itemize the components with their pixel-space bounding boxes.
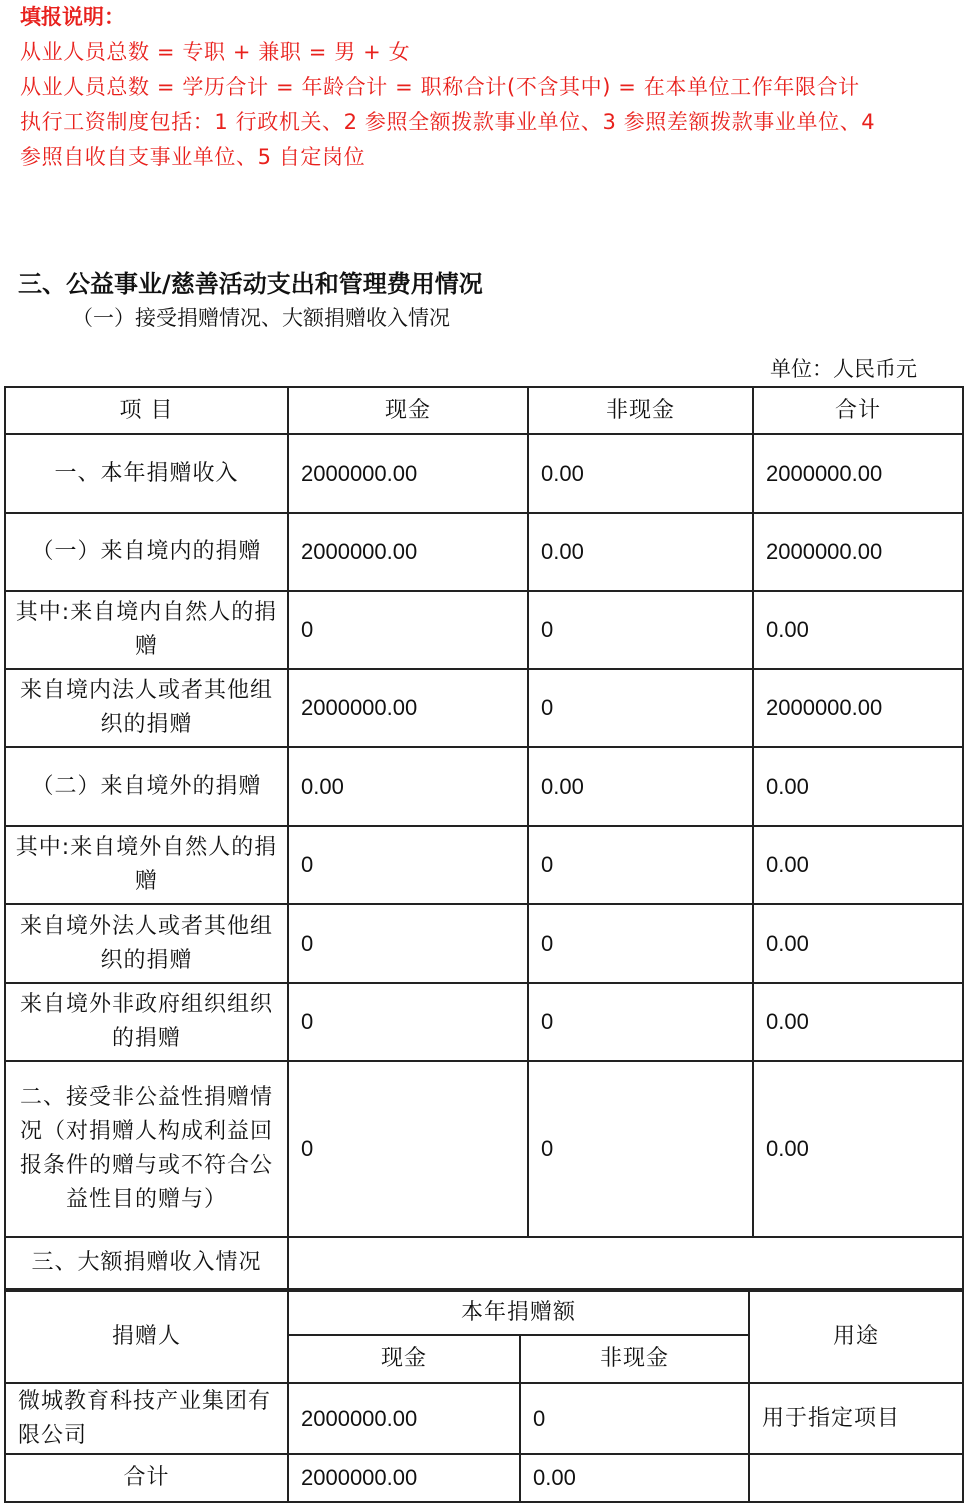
header-donor: 捐赠人 (5, 1291, 288, 1383)
cell-noncash: 0.00 (528, 747, 753, 826)
row-label: 其中:来自境内自然人的捐赠 (5, 591, 288, 669)
table-row (5, 826, 963, 904)
header-noncash: 非现金 (520, 1335, 749, 1383)
header-cash: 现金 (288, 387, 528, 434)
cell-cash: 0 (288, 983, 528, 1061)
row-label: 来自境外法人或者其他组织的捐赠 (5, 904, 288, 983)
cell-total: 0.00 (753, 591, 963, 669)
filling-instructions (20, 0, 960, 175)
cell-cash: 0 (288, 591, 528, 669)
cell-cash: 2000000.00 (288, 1383, 520, 1454)
row-label: 一、本年捐赠收入 (5, 434, 288, 513)
cell-noncash: 0 (528, 1061, 753, 1237)
total-cash: 2000000.00 (288, 1454, 520, 1502)
total-row (5, 1454, 963, 1502)
row-label: （二）来自境外的捐赠 (5, 747, 288, 826)
cell-noncash: 0 (528, 591, 753, 669)
cell-total: 0.00 (753, 826, 963, 904)
cell-noncash: 0 (528, 669, 753, 747)
header-total: 合计 (753, 387, 963, 434)
cell-total: 0.00 (753, 1061, 963, 1237)
cell-noncash: 0.00 (528, 434, 753, 513)
row-label: 来自境内法人或者其他组织的捐赠 (5, 669, 288, 747)
row-label: 其中:来自境外自然人的捐赠 (5, 826, 288, 904)
table-row (5, 904, 963, 983)
header-use: 用途 (749, 1291, 963, 1383)
large-donations-table (4, 1290, 964, 1503)
donor-name: 微城教育科技产业集团有限公司 (5, 1383, 288, 1454)
total-label: 合计 (5, 1454, 288, 1502)
cell-total: 2000000.00 (753, 434, 963, 513)
cell-total: 2000000.00 (753, 669, 963, 747)
instructions-line-4: 参照自收自支事业单位、5 自定岗位 (20, 145, 366, 169)
header-cash: 现金 (288, 1335, 520, 1383)
cell-noncash: 0 (528, 983, 753, 1061)
table-row (5, 513, 963, 591)
cell-total: 2000000.00 (753, 513, 963, 591)
cell-total: 0.00 (753, 904, 963, 983)
cell-cash: 0 (288, 826, 528, 904)
total-use-empty (749, 1454, 963, 1502)
row-label: 来自境外非政府组织组织的捐赠 (5, 983, 288, 1061)
instructions-line-1: 从业人员总数 = 专职 + 兼职 = 男 + 女 (20, 40, 411, 64)
table-row (5, 669, 963, 747)
section-subtitle: （一）接受捐赠情况、大额捐赠收入情况 (72, 306, 450, 330)
currency-unit: 单位：人民币元 (770, 357, 917, 381)
header-amount: 本年捐赠额 (288, 1291, 749, 1335)
table-row (5, 983, 963, 1061)
cell-cash: 0 (288, 904, 528, 983)
header-noncash: 非现金 (528, 387, 753, 434)
cell-cash: 0.00 (288, 747, 528, 826)
table-row (5, 591, 963, 669)
cell-noncash: 0 (520, 1383, 749, 1454)
cell-cash: 0 (288, 1061, 528, 1237)
table-header-row (5, 387, 963, 434)
row-label: 二、接受非公益性捐赠情况（对捐赠人构成利益回报条件的赠与或不符合公益性目的赠与） (5, 1061, 288, 1237)
table-row (5, 1061, 963, 1237)
table-row (5, 1383, 963, 1454)
cell-noncash: 0 (528, 904, 753, 983)
empty-cell (288, 1237, 963, 1289)
header-item: 项 目 (5, 387, 288, 434)
instructions-line-2: 从业人员总数 = 学历合计 = 年龄合计 = 职称合计(不含其中) = 在本单位工作年限合计 (20, 75, 860, 99)
row-label: （一）来自境内的捐赠 (5, 513, 288, 591)
cell-cash: 2000000.00 (288, 669, 528, 747)
cell-use: 用于指定项目 (749, 1383, 963, 1454)
section-title: 三、公益事业/慈善活动支出和管理费用情况 (18, 270, 483, 298)
table-row-large-donations (5, 1237, 963, 1289)
table-row (5, 434, 963, 513)
instructions-title: 填报说明： (20, 5, 125, 29)
large-header-row (5, 1291, 963, 1335)
total-noncash: 0.00 (520, 1454, 749, 1502)
cell-noncash: 0 (528, 826, 753, 904)
cell-cash: 2000000.00 (288, 434, 528, 513)
table-row (5, 747, 963, 826)
row-label: 三、大额捐赠收入情况 (5, 1237, 288, 1289)
cell-total: 0.00 (753, 747, 963, 826)
donation-table (4, 386, 964, 1290)
cell-cash: 2000000.00 (288, 513, 528, 591)
cell-total: 0.00 (753, 983, 963, 1061)
cell-noncash: 0.00 (528, 513, 753, 591)
instructions-line-3: 执行工资制度包括：1 行政机关、2 参照全额拨款事业单位、3 参照差额拨款事业单位、4 (20, 110, 876, 134)
